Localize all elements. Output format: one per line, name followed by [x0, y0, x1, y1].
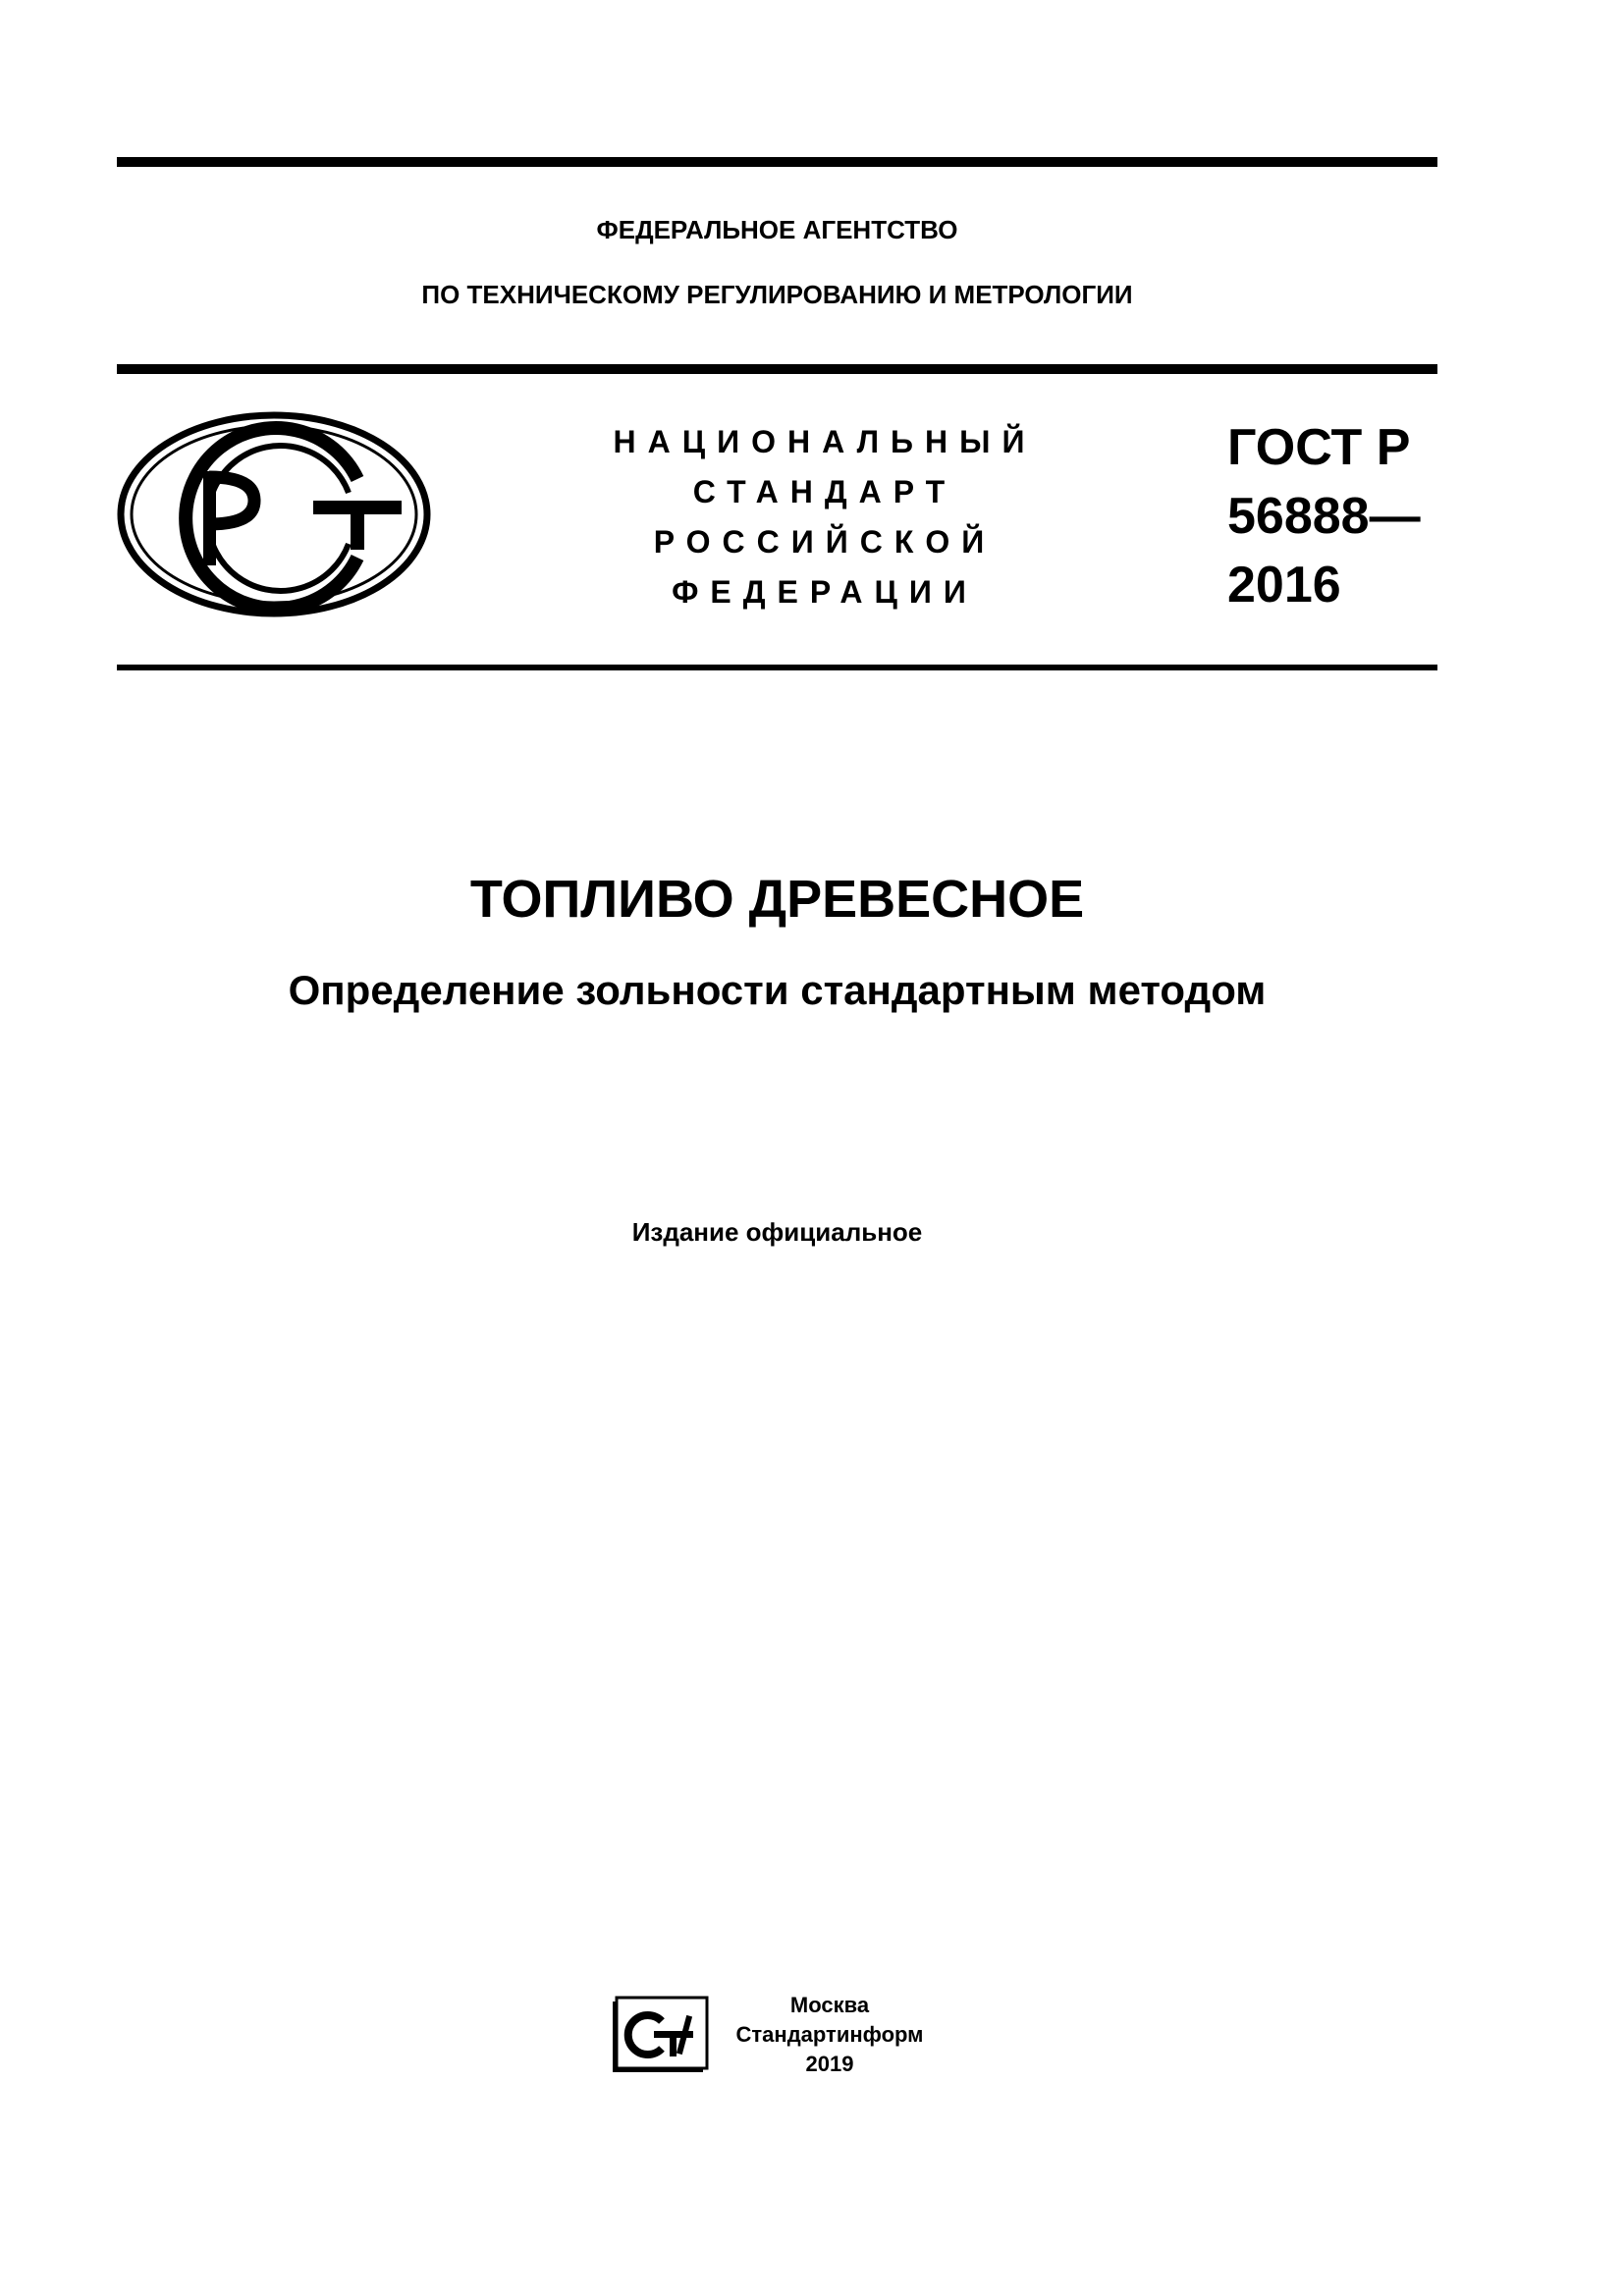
header-top-rule — [117, 157, 1437, 167]
gost-number-line: 56888— — [1227, 488, 1421, 545]
standartinform-logo-icon — [613, 1994, 711, 2072]
agency-name-line2: ПО ТЕХНИЧЕСКОМУ РЕГУЛИРОВАНИЮ И МЕТРОЛОГИИ — [421, 280, 1133, 309]
gost-year-line: 2016 — [1227, 557, 1341, 614]
header-middle-rule — [117, 364, 1437, 374]
gost-designation-line1: ГОСТ Р — [1227, 419, 1411, 476]
national-standard-line3: РОССИЙСКОЙ — [653, 524, 997, 560]
national-standard-line4: ФЕДЕРАЦИИ — [672, 574, 978, 610]
national-standard-line1: НАЦИОНАЛЬНЫЙ — [613, 424, 1037, 459]
document-title: ТОПЛИВО ДРЕВЕСНОЕ — [469, 870, 1085, 929]
publisher-name: Стандартинформ — [735, 2022, 924, 2047]
publisher-city: Москва — [789, 1993, 870, 2017]
rst-certification-mark-icon — [117, 410, 431, 618]
agency-name-line1: ФЕДЕРАЛЬНОЕ АГЕНТСТВО — [596, 215, 958, 244]
document-subtitle: Определение зольности стандартным методом — [288, 967, 1267, 1013]
header-bottom-rule — [117, 665, 1437, 670]
edition-note: Издание официальное — [631, 1217, 923, 1247]
publication-year: 2019 — [805, 2052, 854, 2076]
national-standard-line2: СТАНДАРТ — [692, 474, 957, 509]
